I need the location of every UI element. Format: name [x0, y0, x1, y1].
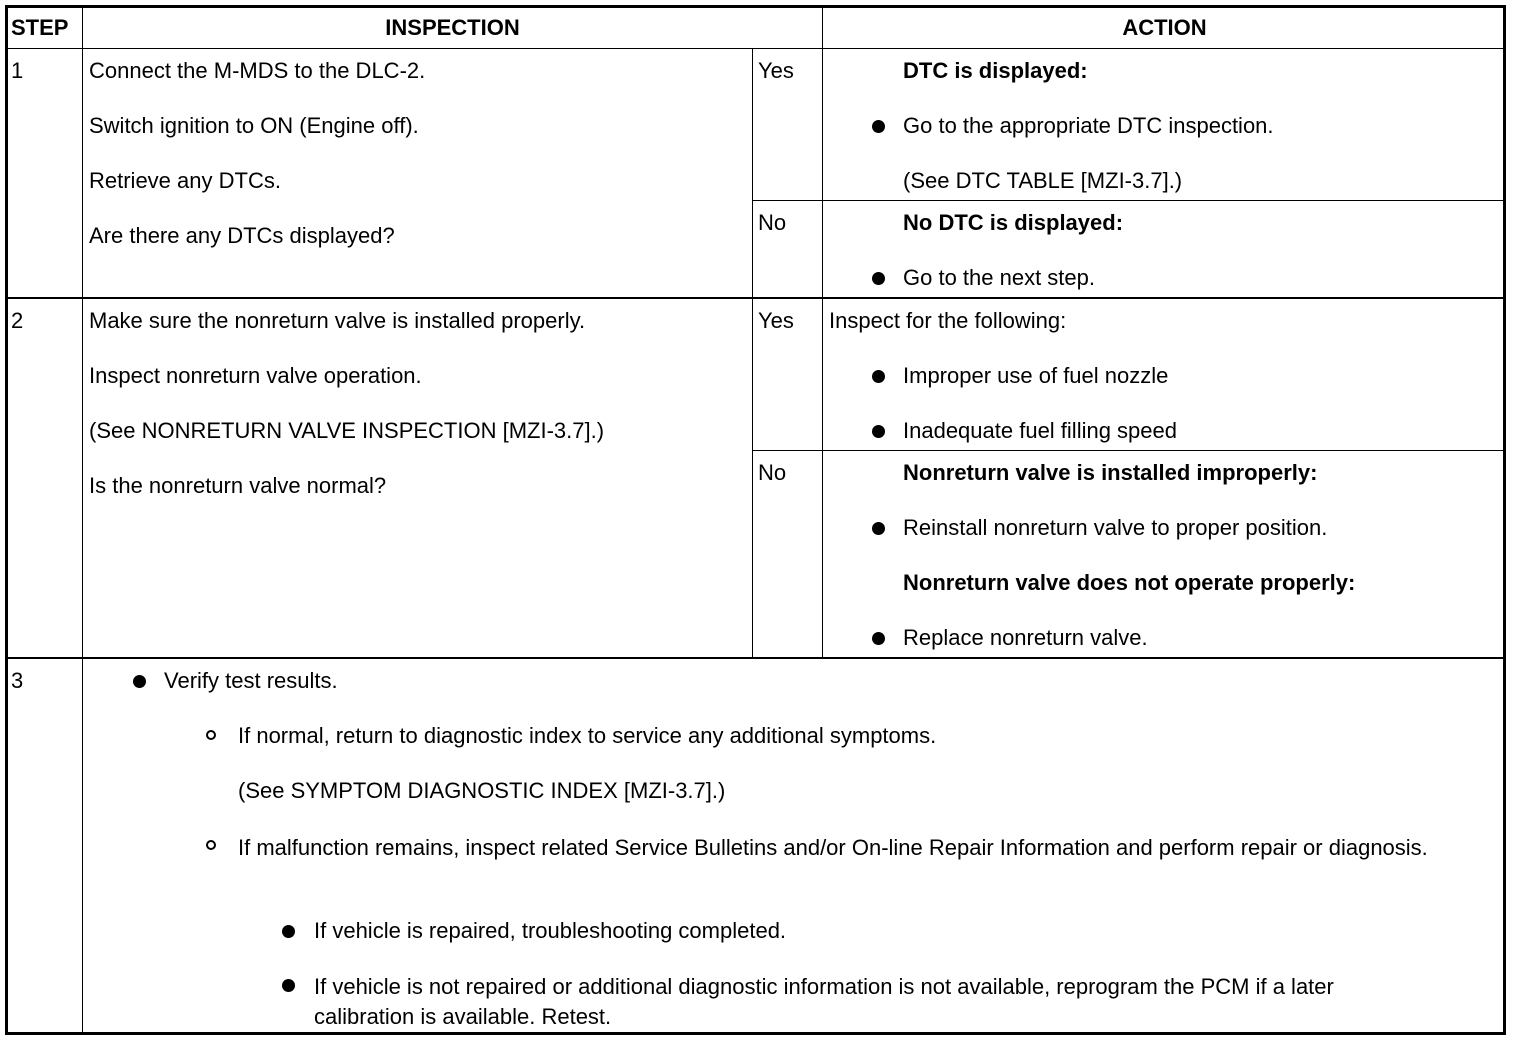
- row3-nested-item-1: If vehicle is repaired, troubleshooting completed.: [314, 918, 787, 943]
- inspection-action-divider: [822, 5, 823, 658]
- row1-inspection-line: Switch ignition to ON (Engine off).: [89, 113, 419, 138]
- row1-yes-heading: DTC is displayed:: [903, 58, 1088, 83]
- row2-inspection-line: Make sure the nonreturn valve is installed properly.: [89, 308, 586, 333]
- row2-inspection-line: Inspect nonreturn valve operation.: [89, 363, 422, 388]
- row3-nested-item-2: If vehicle is not repaired or additional diagnostic information is not available, reprogram the PCM if a later calibration is available. Retest.: [314, 974, 1334, 1029]
- row2-yes-bullet: Inadequate fuel filling speed: [903, 418, 1177, 443]
- row2-no-label: No: [758, 460, 787, 485]
- row3-sub-item-2: If malfunction remains, inspect related Service Bulletins and/or On-line Repair Information and perform repair or diagnosis.: [238, 835, 1428, 860]
- bullet-icon: [872, 272, 885, 285]
- row2-yes-no-divider: [752, 450, 1506, 451]
- step-column-divider: [82, 5, 83, 1035]
- header-inspection: INSPECTION: [385, 15, 520, 40]
- row2-step-number: 2: [11, 308, 24, 333]
- bullet-icon: [133, 675, 146, 688]
- circle-bullet-icon: [206, 840, 216, 850]
- row2-no-heading-2: Nonreturn valve does not operate properly:: [903, 570, 1356, 595]
- row2-inspection-line: (See NONRETURN VALVE INSPECTION [MZI-3.7].): [89, 418, 605, 443]
- row1-step-number: 1: [11, 58, 24, 83]
- header-action: ACTION: [1122, 15, 1207, 40]
- yes-no-column-divider-row2: [752, 298, 753, 658]
- row3-sub-item-1: If normal, return to diagnostic index to service any additional symptoms.: [238, 723, 937, 748]
- row1-no-heading: No DTC is displayed:: [903, 210, 1124, 235]
- row2-divider: [5, 657, 1506, 659]
- row1-yes-bullet: Go to the appropriate DTC inspection.: [903, 113, 1274, 138]
- bullet-icon: [872, 120, 885, 133]
- row2-inspection-line: Is the nonreturn valve normal?: [89, 473, 387, 498]
- row2-no-bullet-1: Reinstall nonreturn valve to proper position.: [903, 515, 1328, 540]
- row3-sub-item-1-note: (See SYMPTOM DIAGNOSTIC INDEX [MZI-3.7].): [238, 778, 726, 803]
- yes-no-column-divider-row1: [752, 48, 753, 298]
- row2-yes-intro: Inspect for the following:: [829, 308, 1067, 333]
- bullet-icon: [282, 925, 295, 938]
- bullet-icon: [282, 979, 295, 992]
- row1-no-label: No: [758, 210, 787, 235]
- row1-no-bullet: Go to the next step.: [903, 265, 1096, 290]
- row3-bullet: Verify test results.: [164, 668, 338, 693]
- row1-divider: [5, 297, 1506, 299]
- row2-no-bullet-2: Replace nonreturn valve.: [903, 625, 1148, 650]
- bullet-icon: [872, 425, 885, 438]
- row3-step-number: 3: [11, 668, 24, 693]
- bullet-icon: [872, 522, 885, 535]
- bullet-icon: [872, 370, 885, 383]
- row1-yes-note: (See DTC TABLE [MZI-3.7].): [903, 168, 1183, 193]
- row1-yes-no-divider: [752, 200, 1506, 201]
- row1-inspection-line: Are there any DTCs displayed?: [89, 223, 395, 248]
- circle-bullet-icon: [206, 730, 216, 740]
- row2-no-heading-1: Nonreturn valve is installed improperly:: [903, 460, 1318, 485]
- row2-yes-bullet: Improper use of fuel nozzle: [903, 363, 1169, 388]
- row1-inspection-line: Connect the M-MDS to the DLC-2.: [89, 58, 426, 83]
- header-divider: [5, 48, 1506, 49]
- bullet-icon: [872, 632, 885, 645]
- row1-inspection-line: Retrieve any DTCs.: [89, 168, 281, 193]
- row1-yes-label: Yes: [758, 58, 794, 83]
- header-step: STEP: [11, 15, 69, 40]
- row2-yes-label: Yes: [758, 308, 794, 333]
